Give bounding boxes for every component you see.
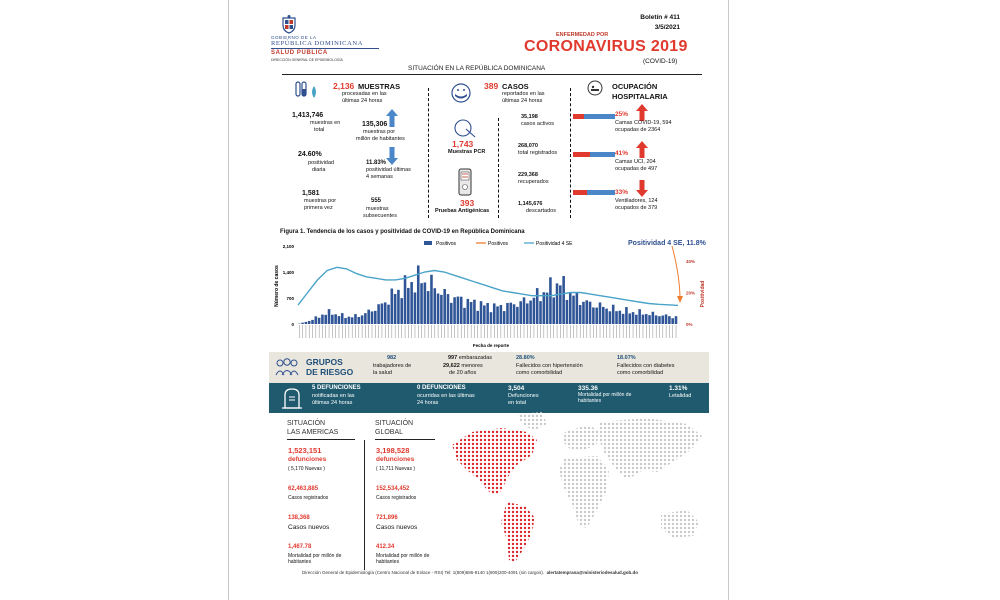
annotation-arrow <box>672 246 680 300</box>
hospital-title-1: OCUPACIÓN <box>612 82 658 91</box>
americas-mortality-desc-1: Mortalidad por millón de <box>288 553 342 559</box>
positives-bar <box>457 297 460 324</box>
positives-bar <box>539 301 542 324</box>
positives-bar <box>529 301 532 324</box>
hospital-desc-1: Ventiladores, 124 <box>615 198 658 204</box>
positives-bar <box>655 315 658 324</box>
tests-daily-positivity-desc-2: diaria <box>312 167 326 173</box>
positives-bar <box>420 283 423 324</box>
positives-bar <box>572 296 575 324</box>
figure-annotation: Positividad 4 SE, 11.8% <box>628 240 706 247</box>
positives-bar <box>351 317 354 324</box>
deaths-occurred-desc-2: 24 horas <box>417 400 439 406</box>
lethality-value: 1.31% <box>669 385 688 392</box>
positives-bar <box>315 316 318 324</box>
tests-total-desc-1: muestras en <box>310 120 341 126</box>
column-divider-2 <box>498 118 499 218</box>
positives-bar <box>301 323 304 324</box>
americas-title-2: LAS AMERICAS <box>287 429 339 436</box>
deaths-notified-desc-1: notificadas en las <box>312 393 355 399</box>
positives-bar <box>533 298 536 324</box>
positives-bar <box>483 305 486 324</box>
positives-bar <box>331 315 334 324</box>
positives-bar <box>440 295 443 324</box>
positives-bar <box>470 302 473 324</box>
legend-swatch <box>424 241 432 245</box>
positives-bar <box>652 312 655 324</box>
positives-bar <box>437 293 440 324</box>
direction-name: DIRECCIÓN GENERAL DE EPIDEMIOLOGÍA <box>271 58 343 62</box>
section-title: SITUACIÓN EN LA REPÚBLICA DOMINICANA <box>408 65 546 72</box>
positivity-4se-line <box>298 267 678 305</box>
deaths-notified-desc-2: últimas 24 horas <box>312 400 353 406</box>
positives-bar <box>595 308 598 324</box>
positives-bar <box>589 302 592 324</box>
positives-bar <box>496 306 499 324</box>
tombstone-icon <box>281 386 303 410</box>
up-arrow-icon <box>386 109 398 127</box>
hospital-row-ventilators <box>572 180 712 214</box>
logo-divider <box>271 48 379 49</box>
deaths-mortality-desc-1: Mortalidad por millón de <box>578 392 632 398</box>
cases-antigen-value: 393 <box>460 198 475 208</box>
legend-label: Positivos <box>436 241 457 247</box>
risk-groups-band <box>269 352 709 383</box>
positives-bar <box>500 305 503 324</box>
deaths-occurred-desc-1: ocurridas en las últimas <box>417 393 475 399</box>
cases-active-value: 35,198 <box>521 114 538 120</box>
positives-bar <box>377 304 380 324</box>
deaths-mortality-desc-2: habitantes <box>578 398 602 404</box>
disease-title: CORONAVIRUS 2019 <box>524 38 688 55</box>
positives-bar <box>447 294 450 324</box>
americas-deaths-new: ( 5,170 Nuevas ) <box>288 466 325 472</box>
positives-bar <box>562 276 565 324</box>
health-workers-value: 982 <box>387 355 397 361</box>
north-america-region <box>452 428 537 496</box>
positives-bar <box>344 318 347 324</box>
y-tick-label-left: 1,400 <box>282 270 294 275</box>
positives-bar <box>443 289 446 324</box>
annotation-arrowhead <box>677 296 683 303</box>
hospital-pct: 33% <box>615 189 629 196</box>
positives-bar <box>400 298 403 324</box>
positives-bar <box>486 303 489 324</box>
positives-bar <box>364 313 367 324</box>
positives-bar <box>394 294 397 324</box>
deaths-notified-value: 5 DEFUNCIONES <box>312 385 361 391</box>
positives-bar <box>424 282 427 324</box>
positives-bar <box>357 317 360 324</box>
global-new-value: 721,896 <box>376 515 398 521</box>
tests-daily-positivity-value: 24.60% <box>298 151 322 158</box>
positives-bar <box>433 288 436 324</box>
americas-mortality-value: 1,467.78 <box>288 544 312 550</box>
cases-total-value: 268,070 <box>518 143 538 149</box>
tests-per-million-value: 135,306 <box>362 121 388 128</box>
positives-bar <box>566 300 569 324</box>
x-axis-ticks <box>299 325 676 338</box>
hospital-desc-2: ocupados de 379 <box>615 205 658 211</box>
gov-line-2: REPÚBLICA DOMINICANA <box>271 40 363 47</box>
positives-bar <box>648 315 651 324</box>
positives-bar <box>311 320 314 324</box>
footer-text: Dirección General de Epidemiología (Centro Nacional de Enlace - RSI) Tel: 1(809)686-9140 1(809)200-4091 (sin cargos). <box>302 570 545 575</box>
positives-bar <box>467 299 470 324</box>
positives-bar <box>569 293 572 324</box>
positives-bar <box>354 314 357 324</box>
deaths-mortality-value: 335.36 <box>578 385 598 392</box>
africa-region <box>559 456 609 528</box>
positives-bar <box>371 311 374 324</box>
positives-bar <box>632 312 635 324</box>
positives-bar <box>642 315 645 324</box>
positives-bar <box>308 321 311 324</box>
cases-recovered-value: 229,368 <box>518 172 538 178</box>
positives-bar <box>579 305 582 324</box>
positives-bar <box>414 292 417 324</box>
positives-bar <box>321 315 324 324</box>
global-cases-value: 152,534,452 <box>376 486 410 492</box>
y-tick-label-right: 40% <box>686 259 696 264</box>
tests-daily-positivity-desc-1: positividad <box>308 160 334 166</box>
disease-subtitle: (COVID-19) <box>643 58 678 65</box>
disease-label: ENFERMEDAD POR <box>556 32 609 38</box>
greenland-region <box>517 412 547 430</box>
hypertension-desc-1: Fallecidos con hipertensión <box>516 363 583 369</box>
y-axis-left-label: Número de casos <box>274 265 280 307</box>
positives-bar <box>628 313 631 324</box>
tests-first-desc-2: primera vez <box>304 205 333 211</box>
risk-title-2: DE RIESGO <box>306 367 354 377</box>
tests-positivity-4w-value: 11.83% <box>366 160 387 166</box>
coat-of-arms-icon <box>279 14 299 34</box>
positives-bar <box>476 311 479 324</box>
occupancy-bar-track <box>573 190 615 195</box>
test-tubes-icon <box>294 80 320 102</box>
positives-bar <box>391 289 394 324</box>
legend-label: Positivos <box>488 241 509 247</box>
positives-bar <box>559 285 562 324</box>
occupancy-bar-track <box>573 152 615 157</box>
positives-bar <box>305 322 308 324</box>
bulletin-page <box>262 0 716 600</box>
y-tick-label-left: 700 <box>286 296 294 301</box>
positives-bar <box>549 277 552 324</box>
bulletin-number: Boletín # 411 <box>640 14 680 21</box>
positives-bar <box>410 282 413 324</box>
positives-bar <box>635 315 638 324</box>
americas-cases-value: 62,463,885 <box>288 486 319 492</box>
tests-processed-label: MUESTRAS <box>358 82 401 91</box>
legend-label: Positividad 4 SE <box>536 241 573 247</box>
positives-bar <box>602 307 605 324</box>
cases-reported-value: 389 <box>484 81 499 91</box>
positives-bar <box>605 309 608 324</box>
americas-new-label: Casos nuevos <box>288 524 330 531</box>
tests-total-desc-2: total <box>314 127 325 133</box>
minors-label: menores <box>461 363 483 369</box>
cases-pcr-label: Muestras PCR <box>448 149 486 155</box>
positives-bar <box>463 308 466 324</box>
europe-region <box>563 425 599 450</box>
risk-title-1: GRUPOS <box>306 357 343 367</box>
global-title-underline <box>375 439 435 440</box>
hospital-desc-1: Camas COVID-19, 594 <box>615 120 672 126</box>
americas-mortality-desc-2: habitantes <box>288 559 312 565</box>
americas-deaths-value: 1,523,151 <box>288 446 322 455</box>
positives-bar <box>473 300 476 324</box>
positives-bar <box>318 318 321 324</box>
global-title-2: GLOBAL <box>375 429 404 436</box>
hospital-desc-1: Camas UCI, 204 <box>615 159 656 165</box>
americas-title-1: SITUACIÓN <box>287 420 326 427</box>
positives-bar <box>374 311 377 324</box>
y-tick-label-right: 0% <box>686 322 693 327</box>
global-deaths-value: 3,198,528 <box>376 446 410 455</box>
hospital-desc-2: ocupadas de 497 <box>615 166 658 172</box>
global-deaths-label: defunciones <box>376 456 415 463</box>
south-america-region <box>501 502 535 562</box>
pregnant-stat <box>448 355 492 361</box>
positives-bar <box>582 302 585 324</box>
positives-bar <box>460 297 463 324</box>
up-arrow-icon <box>636 104 648 121</box>
tests-subsequent-value: 555 <box>371 198 382 204</box>
positives-bar <box>341 313 344 324</box>
positives-bar <box>430 275 433 324</box>
hypertension-desc-2: como comorbilidad <box>516 370 563 376</box>
positives-bar <box>361 315 364 324</box>
occupancy-bar-fill <box>573 114 584 119</box>
tests-per-million-desc-2: millón de habitantes <box>356 136 405 142</box>
pregnant-label: embarazadas <box>458 355 493 361</box>
section-divider <box>282 74 702 75</box>
positives-bar <box>526 303 529 324</box>
cases-antigen-label: Pruebas Antigénicas <box>435 208 490 214</box>
positives-bar <box>638 309 641 324</box>
diabetes-desc-1: Fallecidos con diabetes <box>617 363 675 369</box>
tests-positivity-4w-desc-2: 4 semanas <box>366 174 393 180</box>
positives-bar <box>622 314 625 324</box>
americas-global-divider <box>364 440 365 570</box>
health-workers-desc-1: trabajadores de <box>373 363 412 369</box>
y-tick-label-left: 2,100 <box>282 244 294 249</box>
antigen-test-icon <box>458 168 472 196</box>
swab-test-icon <box>454 117 476 139</box>
global-cases-label: Casos registrados <box>376 495 417 501</box>
tests-subsequent-desc-1: muestras <box>366 206 389 212</box>
minors-value: 29,622 <box>443 363 460 369</box>
positives-bar <box>675 316 678 324</box>
americas-title-underline <box>287 439 355 440</box>
global-mortality-desc-2: habitantes <box>376 559 400 565</box>
positives-bar <box>384 302 387 324</box>
positives-bar <box>556 283 559 324</box>
y-tick-label-left: 0 <box>291 322 294 327</box>
world-dot-map <box>447 410 707 568</box>
cases-discarded-value: 1,145,676 <box>518 201 543 207</box>
hospital-row-covid-beds <box>572 104 712 138</box>
positives-bar <box>509 303 512 324</box>
occupancy-bar-fill <box>573 152 590 157</box>
ministry-name: SALUD PÚBLICA <box>271 50 328 56</box>
positives-bar <box>609 311 612 324</box>
positives-bar <box>645 314 648 324</box>
page-frame-left <box>228 0 229 600</box>
positives-bar <box>328 309 331 324</box>
diabetes-desc-2: como comorbilidad <box>617 370 664 376</box>
y-tick-label-right: 20% <box>686 290 696 296</box>
column-divider-1 <box>428 88 429 218</box>
asia-region <box>599 418 702 480</box>
y-axis-right-label: Positividad <box>700 280 706 308</box>
health-workers-desc-2: la salud <box>373 370 392 376</box>
tests-positivity-4w-desc-1: positividad últimas <box>366 167 411 173</box>
tests-total-value: 1,413,746 <box>292 112 324 119</box>
positives-bar <box>506 303 509 324</box>
americas-new-value: 138,368 <box>288 515 310 521</box>
positives-bar <box>599 302 602 324</box>
positives-bar <box>503 311 506 324</box>
cases-reported-desc-1: reportados en las <box>502 91 545 97</box>
positives-bar <box>615 311 618 324</box>
positives-bar <box>324 315 327 324</box>
masked-face-icon <box>450 82 472 104</box>
global-mortality-value: 412.34 <box>376 544 395 550</box>
cases-pcr-value: 1,743 <box>452 139 474 149</box>
americas-cases-label: Casos registrados <box>288 495 329 501</box>
hospital-title-2: HOSPITALARIA <box>612 92 668 101</box>
positives-bar <box>619 311 622 324</box>
positives-bar <box>480 301 483 324</box>
hospital-bed-icon <box>587 80 603 96</box>
positives-bar <box>404 275 407 324</box>
global-title-1: SITUACIÓN <box>375 420 414 427</box>
positives-bar <box>552 297 555 324</box>
positives-bar <box>543 292 546 324</box>
government-logo <box>271 14 381 64</box>
hospital-desc-2: ocupadas de 2364 <box>615 127 661 133</box>
deaths-band <box>269 383 709 413</box>
hospital-row-icu-beds <box>572 141 712 175</box>
positives-bar <box>671 318 674 324</box>
bulletin-date: 3/5/2021 <box>654 24 680 31</box>
deaths-total-desc-2: en total <box>508 400 527 406</box>
down-arrow-icon <box>636 180 648 197</box>
tests-subsequent-desc-2: subsecuentes <box>363 213 397 219</box>
positives-bar <box>665 314 668 324</box>
page-frame-right <box>728 0 729 600</box>
positives-bar <box>625 307 628 324</box>
footer-contact <box>302 570 638 575</box>
hospital-rows <box>572 104 712 216</box>
positives-bar <box>387 305 390 324</box>
tests-processed-desc-2: últimas 24 horas <box>342 98 383 104</box>
positives-bar <box>513 304 516 324</box>
positives-bar <box>490 312 493 324</box>
positives-bar <box>427 291 430 324</box>
hypertension-value: 28.80% <box>516 355 535 361</box>
hospital-pct: 41% <box>615 150 629 157</box>
positives-bar <box>519 301 522 324</box>
cases-reported-desc-2: últimas 24 horas <box>502 98 543 104</box>
cases-recovered-label: recuperados <box>518 179 549 185</box>
positives-trend-chart <box>262 236 716 350</box>
positives-bar <box>381 303 384 324</box>
cases-reported-label: CASOS <box>502 82 529 91</box>
lethality-label: Letalidad <box>669 393 692 399</box>
occupancy-bar-track <box>573 114 615 119</box>
positives-bar <box>367 310 370 324</box>
positives-bar <box>450 303 453 324</box>
positives-bar <box>546 293 549 324</box>
deaths-total-value: 3,504 <box>508 385 525 392</box>
positives-bar <box>338 316 341 324</box>
deaths-total-desc-1: Defunciones <box>508 393 539 399</box>
positives-bar <box>453 297 456 324</box>
tests-per-million-desc-1: muestras por <box>363 129 396 135</box>
cases-active-label: casos activos <box>521 121 555 127</box>
diabetes-value: 18.07% <box>617 355 636 361</box>
x-axis-label: Fecha de reporte <box>472 343 510 348</box>
minors-stat <box>443 363 483 369</box>
chart-legend <box>424 241 573 247</box>
cases-total-label: total registrados <box>518 150 558 156</box>
figure-caption: Figura 1. Tendencia de los casos y positividad de COVID-19 en República Dominicana <box>280 229 525 235</box>
down-arrow-icon <box>386 147 398 165</box>
pregnant-value: 997 <box>448 355 458 361</box>
up-arrow-icon <box>636 141 648 158</box>
positives-bar <box>585 300 588 324</box>
tests-processed-value: 2,136 <box>333 81 355 91</box>
global-deaths-new: ( 11,711 Nuevas ) <box>376 466 416 472</box>
global-new-label: Casos nuevos <box>376 524 418 531</box>
hospital-pct: 25% <box>615 111 629 118</box>
cases-discarded-label: descartados <box>526 208 556 214</box>
positives-bars <box>298 265 677 324</box>
positives-bar <box>334 314 337 324</box>
australia-region <box>661 510 699 538</box>
tests-processed-desc-1: procesadas en las <box>342 91 387 97</box>
positives-bar <box>536 288 539 324</box>
occupancy-bar-fill <box>573 190 587 195</box>
deaths-occurred-value: 0 DEFUNCIONES <box>417 385 466 391</box>
people-group-icon <box>275 357 299 377</box>
global-mortality-desc-1: Mortalidad por millón de <box>376 553 430 559</box>
tests-first-desc-1: muestras por <box>304 198 337 204</box>
positives-bar <box>523 297 526 324</box>
positives-bar <box>348 317 351 324</box>
gov-line-1: GOBIERNO DE LA <box>271 35 317 40</box>
positives-bar <box>612 305 615 324</box>
positives-bar <box>661 316 664 324</box>
minors-desc: de 20 años <box>449 370 477 376</box>
positives-bar <box>493 303 496 324</box>
positives-bar <box>397 290 400 324</box>
positives-bar <box>407 288 410 324</box>
footer-email[interactable]: alertatemprana@ministeriodesalud.gob.do <box>546 570 638 575</box>
positives-bar <box>658 316 661 324</box>
positives-bar <box>516 307 519 324</box>
positives-bar <box>592 307 595 324</box>
positives-bar <box>576 292 579 324</box>
positives-bar <box>668 316 671 324</box>
tests-first-value: 1,581 <box>302 190 320 197</box>
column-divider-3 <box>570 88 571 218</box>
americas-deaths-label: defunciones <box>288 456 327 463</box>
